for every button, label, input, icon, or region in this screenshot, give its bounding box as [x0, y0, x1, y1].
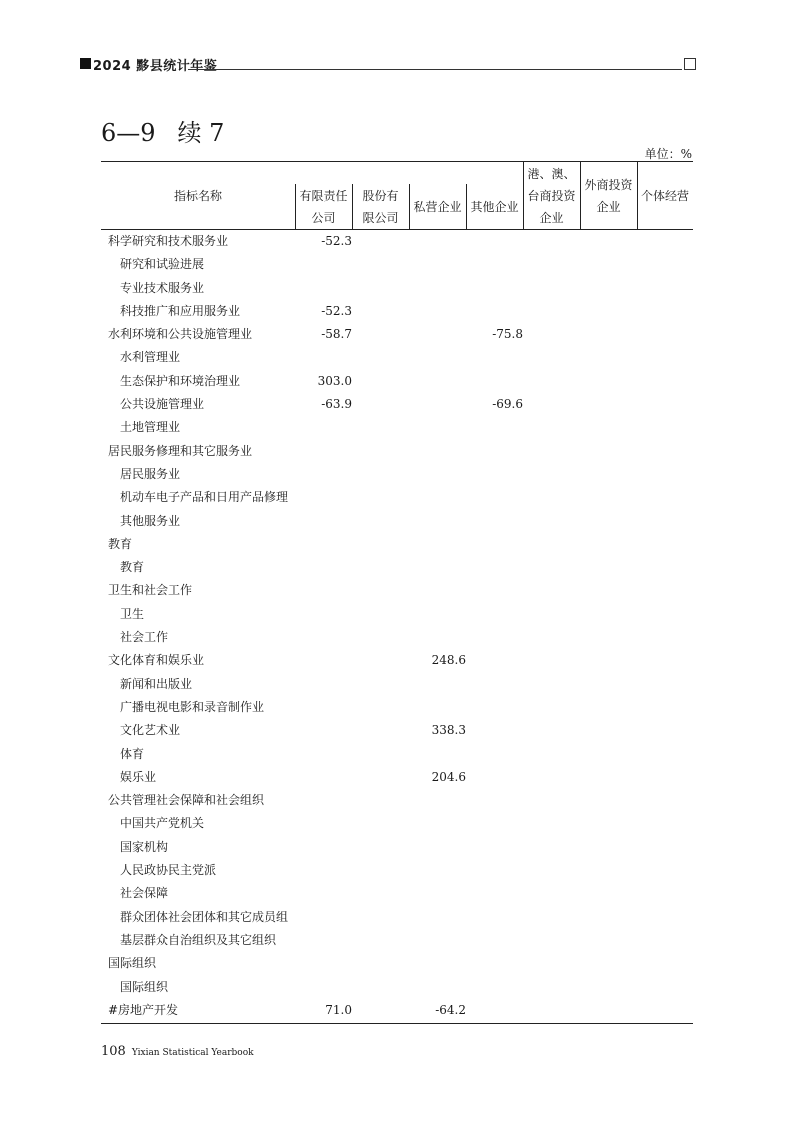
row-label: 研究和试验进展 [120, 257, 205, 272]
row-label: 新闻和出版业 [120, 676, 193, 691]
cell-value: -58.7 [321, 327, 352, 342]
row-label: 公共设施管理业 [120, 397, 205, 412]
table-row [101, 976, 693, 999]
table-row [101, 743, 693, 766]
row-label: 水利管理业 [120, 350, 181, 365]
row-label: 娱乐业 [120, 769, 157, 784]
table-continued: 续 7 [177, 119, 225, 147]
table-row [101, 510, 693, 533]
row-label: 科技推广和应用服务业 [120, 303, 241, 318]
row-label: 居民服务业 [120, 466, 181, 481]
row-label: 中国共产党机关 [120, 816, 205, 831]
row-label: 居民服务修理和其它服务业 [108, 443, 253, 458]
header-square-mark [80, 58, 91, 69]
table-row [101, 416, 693, 439]
table-title [101, 113, 224, 148]
table-row [101, 230, 693, 253]
table-row [101, 929, 693, 952]
table-row [101, 696, 693, 719]
cell-value: 204.6 [431, 769, 466, 784]
table-row [101, 719, 693, 742]
cell-value: 71.0 [325, 1002, 352, 1017]
cell-value: 338.3 [431, 723, 466, 738]
table-body [101, 230, 693, 1022]
unit-label: 单位：% [644, 147, 692, 161]
table-row [101, 463, 693, 486]
row-label: 社会保障 [120, 886, 169, 901]
row-label: 群众团体社会团体和其它成员组 [120, 909, 289, 924]
table-row [101, 952, 693, 975]
table-row [101, 603, 693, 626]
table-row [101, 556, 693, 579]
row-label: 卫生和社会工作 [108, 583, 193, 598]
header-limited-liability: 有限责任 公司 [299, 189, 348, 225]
page-number: 108 [101, 1044, 126, 1059]
table-row [101, 999, 693, 1022]
table-row [101, 789, 693, 812]
header-individual: 个体经营 [640, 189, 689, 203]
cell-value: -52.3 [321, 234, 352, 248]
table-top-rule [101, 161, 693, 162]
row-label: 科学研究和技术服务业 [108, 234, 229, 248]
table-row [101, 673, 693, 696]
row-label: 广播电视电影和录音制作业 [120, 699, 265, 714]
row-label: 文化艺术业 [120, 723, 181, 738]
header-foreign: 外商投资 企业 [584, 178, 633, 214]
table-row [101, 812, 693, 835]
table-row [101, 533, 693, 556]
header-box-mark [684, 58, 696, 70]
cell-value: -75.8 [492, 327, 523, 342]
table-row [101, 859, 693, 882]
row-label: 水利环境和公共设施管理业 [108, 327, 253, 342]
cell-value: 248.6 [431, 653, 466, 668]
table-row [101, 649, 693, 672]
row-label: 土地管理业 [120, 420, 181, 435]
row-label: 国家机构 [120, 839, 169, 854]
row-label: 卫生 [120, 606, 145, 621]
cell-value: -64.2 [435, 1002, 466, 1017]
row-label: 体育 [120, 746, 145, 761]
row-label: 机动车电子产品和日用产品修理 [120, 490, 289, 505]
header-other: 其他企业 [470, 200, 519, 214]
table-row [101, 836, 693, 859]
table-row [101, 323, 693, 346]
row-label: 专业技术服务业 [120, 280, 205, 295]
row-label: 人民政协民主党派 [120, 863, 217, 878]
cell-value: -69.6 [492, 397, 523, 412]
table-row [101, 766, 693, 789]
table-row [101, 346, 693, 369]
table-row [101, 440, 693, 463]
header-hk-macao-taiwan: 港、澳、 台商投资 企业 [527, 167, 576, 225]
page-footer [101, 1040, 254, 1059]
table-row [101, 393, 693, 416]
table-row [101, 906, 693, 929]
table-row [101, 882, 693, 905]
row-label: 其他服务业 [120, 513, 181, 528]
header-name: 指标名称 [173, 189, 222, 203]
yearbook-title: 2024 黟县统计年鉴 [93, 59, 218, 74]
row-label: 文化体育和娱乐业 [108, 653, 205, 668]
table-row [101, 300, 693, 323]
cell-value: 303.0 [317, 373, 352, 388]
cell-value: -52.3 [321, 303, 352, 318]
header-joint-stock: 股份有 限公司 [362, 189, 399, 225]
row-label: 教育 [120, 560, 145, 575]
table-bottom-rule [101, 1023, 693, 1024]
table-row [101, 579, 693, 602]
footer-english-title: Yixian Statistical Yearbook [131, 1048, 254, 1058]
cell-value: -63.9 [321, 397, 352, 412]
table-row [101, 253, 693, 276]
row-label: 教育 [108, 536, 133, 551]
running-header [80, 54, 696, 76]
header-private: 私营企业 [413, 200, 462, 214]
row-label: 基层群众自治组织及其它组织 [120, 932, 277, 947]
row-label: 国际组织 [108, 956, 157, 971]
table-row [101, 626, 693, 649]
row-label: 国际组织 [120, 979, 169, 994]
row-label: 公共管理社会保障和社会组织 [108, 793, 265, 808]
table-row [101, 370, 693, 393]
row-label: 生态保护和环境治理业 [120, 373, 241, 388]
table-row [101, 277, 693, 300]
table-number: 6—9 [101, 119, 156, 147]
table-row [101, 486, 693, 509]
row-label: 社会工作 [120, 630, 169, 645]
header-rule [188, 69, 682, 70]
row-label: #房地产开发 [108, 1002, 179, 1017]
